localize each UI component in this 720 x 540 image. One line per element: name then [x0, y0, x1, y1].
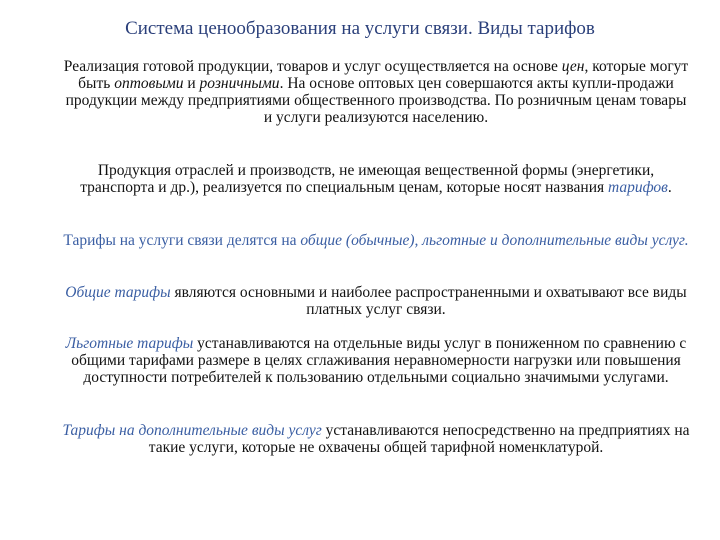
text-run: .: [667, 179, 672, 196]
paragraph-tariffs-definition: [60, 162, 692, 196]
term-retail: розничными: [199, 75, 280, 92]
term-prices: цен: [561, 58, 585, 75]
text-run: являются основными и наиболее распространенными и охватывают все виды платных услуг связи.: [170, 284, 687, 318]
term-tariffs: тарифов: [608, 179, 668, 196]
text-run: и: [183, 75, 200, 92]
paragraph-additional-tariffs: [60, 422, 692, 456]
term-additional-tariffs: Тарифы на дополнительные виды услуг: [62, 422, 322, 439]
term-tariff-kinds: общие (обычные), льготные и дополнительные виды услуг.: [300, 232, 689, 249]
text-run: Реализация готовой продукции, товаров и услуг осуществляется на основе: [63, 58, 562, 75]
paragraph-general-tariffs: [60, 284, 692, 318]
term-general-tariffs: Общие тарифы: [65, 284, 171, 301]
text-run: Тарифы на услуги связи делятся на: [63, 232, 301, 249]
paragraph-preferential-tariffs: [60, 335, 692, 386]
text-run: , которые могут быть: [78, 58, 689, 92]
paragraph-tariff-types: [60, 232, 692, 249]
paragraph-sales-prices: [60, 58, 692, 126]
text-run: Продукция отраслей и производств, не имеющая вещественной формы (энергетики, транспорта и др.), реализуется по специальным ценам, которые носят названия: [80, 162, 655, 196]
text-run: устанавливаются непосредственно на предприятиях на такие услуги, которые не охвачены общей тарифной номенклатурой.: [148, 422, 690, 456]
text-run: устанавливаются на отдельные виды услуг в пониженном по сравнению с общими тарифами размере в целях сглаживания неравномерности нагрузки или повышения доступности потребителей к пользованию отдельными социально значимыми услугами.: [71, 335, 687, 386]
slide-title: Система ценообразования на услуги связи. Виды тарифов: [125, 18, 595, 39]
term-preferential-tariffs: Льготные тарифы: [65, 335, 194, 352]
text-run: . На основе оптовых цен совершаются акты купли-продажи продукции между предприятиями общественного производства. По розничным ценам товары и услуги реализуются населению.: [65, 75, 687, 126]
term-wholesale: оптовыми: [114, 75, 184, 92]
